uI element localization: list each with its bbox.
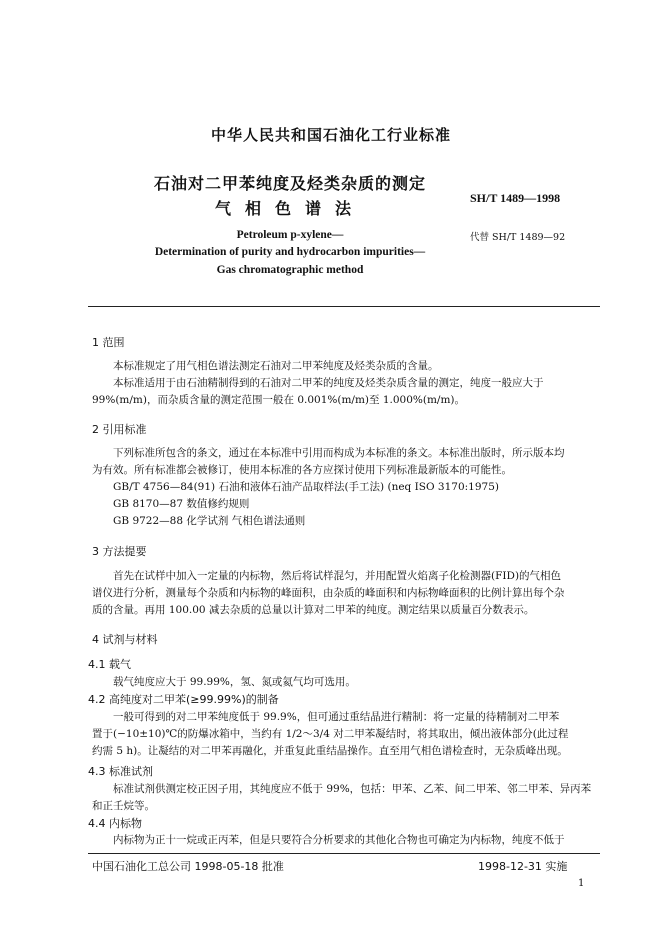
section-4-2-line: 一般可得到的对二甲苯纯度低于 99.9%，但可通过重结晶进行精制：将一定量的待精制对二甲苯 xyxy=(113,711,560,723)
header-divider xyxy=(88,306,600,307)
section-3-line: 谱仪进行分析，测量每个杂质和内标物的峰面积，由杂质的峰面积和内标物峰面积的比例计算出每个杂 xyxy=(92,587,565,599)
reference-item: GB 8170—87 数值修约规则 xyxy=(113,498,250,510)
section-4-4-text: 内标物为正十一烷或正丙苯，但是只要符合分析要求的其他化合物也可确定为内标物，纯度不低于 xyxy=(113,834,565,846)
section-1-heading: 1 范围 xyxy=(92,336,125,349)
document-title-line1: 石油对二甲苯纯度及烃类杂质的测定 xyxy=(153,174,426,193)
section-4-2-heading: 4.2 高纯度对二甲苯(≥99.99%)的制备 xyxy=(88,693,279,706)
document-title-line2: 气相色谱法 xyxy=(214,199,365,218)
section-4-3-line: 标准试剂供测定校正因子用，其纯度应不低于 99%，包括：甲苯、乙苯、间二甲苯、邻二甲苯、异丙苯 xyxy=(113,783,592,795)
section-1-para1: 本标准规定了用气相色谱法测定石油对二甲苯纯度及烃类杂质的含量。 xyxy=(113,360,439,372)
section-4-3-heading: 4.3 标准试剂 xyxy=(88,765,153,778)
standard-number: SH/T 1489—1998 xyxy=(470,191,561,205)
section-3-heading: 3 方法提要 xyxy=(92,545,147,558)
english-title-line1: Petroleum p-xylene— xyxy=(236,229,344,241)
approval-date: 中国石油化工总公司 1998-05-18 批准 xyxy=(92,860,284,873)
page-number: 1 xyxy=(578,878,585,889)
section-3-line: 质的含量。再用 100.00 减去杂质的总量以计算对二甲苯的纯度。测定结果以质量百分数表示。 xyxy=(92,604,535,616)
effective-date: 1998-12-31 实施 xyxy=(478,860,568,873)
section-1-para2-line1: 本标准适用于由石油精制得到的石油对二甲苯的纯度及烃类杂质含量的测定，纯度一般应大于 xyxy=(113,377,544,389)
section-4-3-line: 和正壬烷等。 xyxy=(92,800,155,812)
reference-item: GB/T 4756—84(91) 石油和液体石油产品取样法(手工法) (neq ISO 3170:1975) xyxy=(113,481,499,493)
section-3-line: 首先在试样中加入一定量的内标物，然后将试样混匀，并用配置火焰离子化检测器(FID)的气相色 xyxy=(113,570,562,582)
english-title-line2: Determination of purity and hydrocarbon impurities— xyxy=(154,246,426,258)
reference-item: GB 9722—88 化学试剂 气相色谱法通则 xyxy=(113,515,306,527)
section-1-para2-line2: 99%(m/m)，而杂质含量的测定范围一般在 0.001%(m/m)至 1.000%(m/m)。 xyxy=(92,394,466,406)
section-2-para-line1: 下列标准所包含的条文，通过在本标准中引用而构成为本标准的条文。本标准出版时，所示版本均 xyxy=(113,447,565,459)
english-title-line3: Gas chromatographic method xyxy=(216,264,364,276)
section-4-2-line: 约需 5 h)。让凝结的对二甲苯再融化，并重复此重结晶操作。直至用气相色谱检查时，无杂质峰出现。 xyxy=(92,745,568,757)
section-4-heading: 4 试剂与材料 xyxy=(92,633,158,646)
section-2-heading: 2 引用标准 xyxy=(92,423,147,436)
replaces-standard: 代替 SH/T 1489—92 xyxy=(470,232,566,243)
section-2-para-line2: 为有效。所有标准都会被修订，使用本标准的各方应探讨使用下列标准最新版本的可能性。 xyxy=(92,464,512,476)
section-4-1-heading: 4.1 载气 xyxy=(88,658,131,671)
footer-divider xyxy=(88,853,600,854)
section-4-2-line: 置于(−10±10)℃的防爆冰箱中，当约有 1/2～3/4 对二甲苯凝结时，将其取出，倾出液体部分(此过程 xyxy=(92,728,569,740)
section-4-4-heading: 4.4 内标物 xyxy=(88,817,142,830)
section-4-1-text: 载气纯度应大于 99.99%，氢、氮或氦气均可选用。 xyxy=(113,676,356,688)
organization-title: 中华人民共和国石油化工行业标准 xyxy=(210,126,451,144)
